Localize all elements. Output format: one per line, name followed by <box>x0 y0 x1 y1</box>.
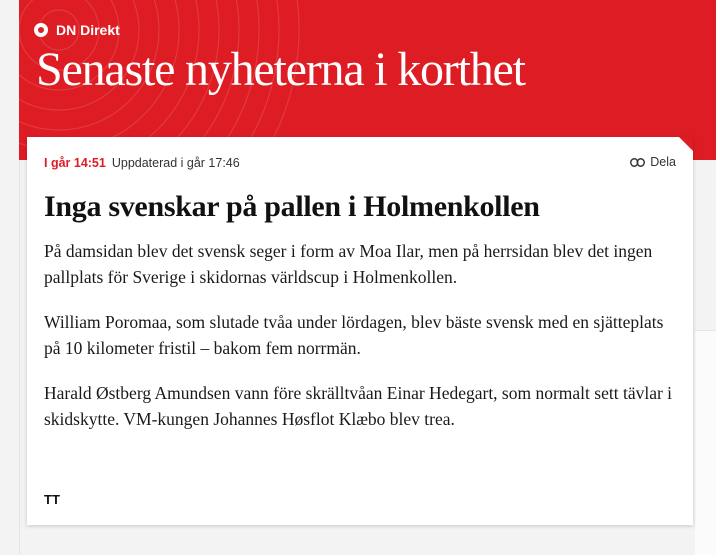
published-time: I går 14:51 <box>44 156 106 170</box>
article-meta <box>44 156 240 170</box>
updated-time: Uppdaterad i går 17:46 <box>111 156 240 170</box>
article-byline: TT <box>44 492 60 507</box>
live-label: DN Direkt <box>56 22 120 38</box>
news-card <box>27 137 693 525</box>
share-button[interactable] <box>630 155 676 169</box>
card-corner-fold <box>679 137 693 151</box>
article-paragraph: Harald Østberg Amundsen vann före skrälltvåan Einar Hedegart, som normalt sett tävlar i skidskytte. VM-kungen Johannes Høsflot Klæbo blev trea. <box>44 383 673 429</box>
article-body <box>44 238 684 451</box>
article-paragraph: William Poromaa, som slutade tvåa under lördagen, blev bäste svensk med en sjätteplats på 10 kilometer fristil – bakom fem norrmän. <box>44 312 664 358</box>
live-dot-icon <box>34 23 48 37</box>
link-icon <box>630 158 645 167</box>
adjacent-card-edge <box>695 330 716 555</box>
live-indicator <box>34 22 120 38</box>
page-title: Senaste nyheterna i korthet <box>36 43 525 96</box>
article-headline[interactable]: Inga svenskar på pallen i Holmenkollen <box>44 190 540 223</box>
hero-banner <box>19 0 716 160</box>
article-paragraph: På damsidan blev det svensk seger i form av Moa Ilar, men på herrsidan blev det ingen pallplats för Sverige i skidornas världscup i Holmenkollen. <box>44 241 653 287</box>
share-label: Dela <box>650 155 676 169</box>
